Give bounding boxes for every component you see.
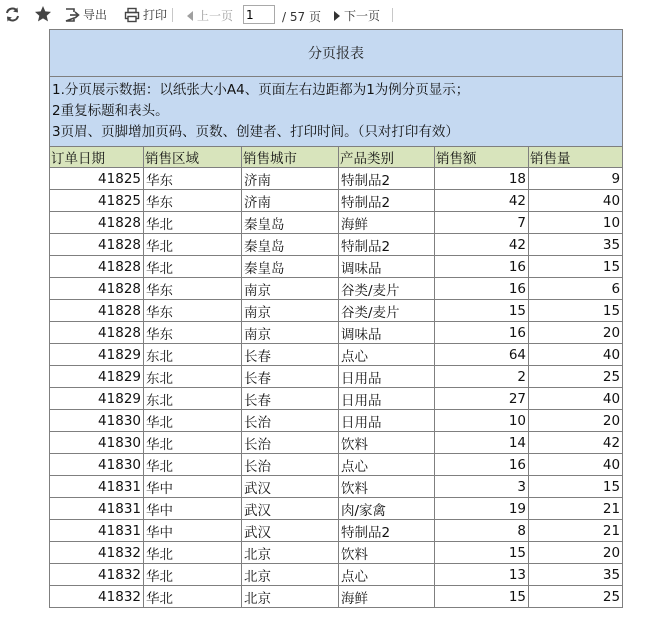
sales-quantity-cell: 35 <box>529 564 623 586</box>
sales-quantity-cell: 42 <box>529 432 623 454</box>
sales-city-cell: 长春 <box>242 366 339 388</box>
order-date-cell: 41828 <box>50 256 144 278</box>
sales-city-cell: 武汉 <box>242 476 339 498</box>
column-header-product-category: 产品类别 <box>339 147 435 168</box>
sales-amount-cell: 13 <box>435 564 529 586</box>
order-date-cell: 41828 <box>50 278 144 300</box>
sales-region-cell: 华北 <box>144 586 242 608</box>
table-row <box>50 388 623 410</box>
product-category-cell: 饮料 <box>339 476 435 498</box>
column-header-sales-city: 销售城市 <box>242 147 339 168</box>
toolbar-divider <box>172 8 173 22</box>
order-date-cell: 41831 <box>50 476 144 498</box>
column-header-sales-region: 销售区域 <box>144 147 242 168</box>
sales-quantity-cell: 35 <box>529 234 623 256</box>
sales-quantity-cell: 20 <box>529 410 623 432</box>
sales-quantity-cell: 20 <box>529 542 623 564</box>
export-button[interactable] <box>64 6 107 23</box>
table-row <box>50 542 623 564</box>
order-date-cell: 41825 <box>50 190 144 212</box>
product-category-cell: 海鲜 <box>339 586 435 608</box>
table-row <box>50 586 623 608</box>
product-category-cell: 调味品 <box>339 256 435 278</box>
sales-quantity-cell: 21 <box>529 520 623 542</box>
order-date-cell: 41832 <box>50 542 144 564</box>
order-date-cell: 41828 <box>50 234 144 256</box>
sales-amount-cell: 3 <box>435 476 529 498</box>
sales-amount-cell: 16 <box>435 454 529 476</box>
sales-quantity-cell: 25 <box>529 586 623 608</box>
sales-city-cell: 武汉 <box>242 498 339 520</box>
sales-quantity-cell: 40 <box>529 454 623 476</box>
sales-amount-cell: 8 <box>435 520 529 542</box>
sales-quantity-cell: 9 <box>529 168 623 190</box>
product-category-cell: 日用品 <box>339 410 435 432</box>
sales-amount-cell: 10 <box>435 410 529 432</box>
column-header-sales-amount: 销售额 <box>435 147 529 168</box>
sales-region-cell: 华东 <box>144 190 242 212</box>
table-row <box>50 234 623 256</box>
sales-amount-cell: 14 <box>435 432 529 454</box>
product-category-cell: 特制品2 <box>339 520 435 542</box>
sales-city-cell: 南京 <box>242 278 339 300</box>
table-row <box>50 498 623 520</box>
sales-quantity-cell: 6 <box>529 278 623 300</box>
sales-quantity-cell: 15 <box>529 476 623 498</box>
sales-city-cell: 北京 <box>242 542 339 564</box>
sales-amount-cell: 15 <box>435 586 529 608</box>
sales-amount-cell: 27 <box>435 388 529 410</box>
sales-amount-cell: 18 <box>435 168 529 190</box>
toolbar-divider-end <box>392 8 393 22</box>
export-label: 导出 <box>83 8 108 22</box>
paged-report-table <box>49 29 623 608</box>
prev-page-label: 上一页 <box>197 9 234 23</box>
sales-city-cell: 长春 <box>242 388 339 410</box>
order-date-cell: 41830 <box>50 410 144 432</box>
table-row <box>50 278 623 300</box>
description-line: 3页眉、页脚增加页码、页数、创建者、打印时间。（只对打印有效） <box>52 124 459 140</box>
sales-city-cell: 长治 <box>242 432 339 454</box>
sales-amount-cell: 42 <box>435 190 529 212</box>
sales-amount-cell: 42 <box>435 234 529 256</box>
order-date-cell: 41828 <box>50 322 144 344</box>
table-row <box>50 454 623 476</box>
sales-amount-cell: 19 <box>435 498 529 520</box>
table-row <box>50 344 623 366</box>
next-page-button[interactable] <box>333 7 380 24</box>
order-date-cell: 41825 <box>50 168 144 190</box>
sales-quantity-cell: 40 <box>529 344 623 366</box>
sales-region-cell: 东北 <box>144 366 242 388</box>
column-header-order-date: 订单日期 <box>50 147 144 168</box>
table-header-row <box>50 147 623 168</box>
sales-region-cell: 华中 <box>144 476 242 498</box>
description-line: 1.分页展示数据：以纸张大小A4、页面左右边距都为1为例分页显示； <box>52 82 470 98</box>
sales-region-cell: 华北 <box>144 256 242 278</box>
order-date-cell: 41829 <box>50 366 144 388</box>
sales-amount-cell: 16 <box>435 256 529 278</box>
print-button[interactable] <box>124 6 167 23</box>
product-category-cell: 饮料 <box>339 432 435 454</box>
sales-amount-cell: 7 <box>435 212 529 234</box>
sales-region-cell: 华北 <box>144 234 242 256</box>
product-category-cell: 肉/家禽 <box>339 498 435 520</box>
sales-region-cell: 华北 <box>144 432 242 454</box>
sales-quantity-cell: 20 <box>529 322 623 344</box>
table-row <box>50 366 623 388</box>
sales-region-cell: 华北 <box>144 454 242 476</box>
product-category-cell: 点心 <box>339 344 435 366</box>
sales-city-cell: 长治 <box>242 454 339 476</box>
printer-icon <box>124 7 140 23</box>
sales-region-cell: 华北 <box>144 212 242 234</box>
order-date-cell: 41832 <box>50 586 144 608</box>
caret-right-icon <box>333 10 341 22</box>
table-row <box>50 432 623 454</box>
sales-city-cell: 长治 <box>242 410 339 432</box>
order-date-cell: 41828 <box>50 300 144 322</box>
sales-region-cell: 华中 <box>144 520 242 542</box>
export-icon <box>64 7 80 23</box>
sales-region-cell: 华北 <box>144 410 242 432</box>
product-category-cell: 饮料 <box>339 542 435 564</box>
sales-region-cell: 东北 <box>144 388 242 410</box>
favorite-star-icon[interactable] <box>34 5 52 23</box>
sales-amount-cell: 15 <box>435 300 529 322</box>
table-row <box>50 520 623 542</box>
sales-region-cell: 华东 <box>144 168 242 190</box>
sales-quantity-cell: 15 <box>529 300 623 322</box>
order-date-cell: 41830 <box>50 454 144 476</box>
product-category-cell: 谷类/麦片 <box>339 300 435 322</box>
table-row <box>50 564 623 586</box>
sales-amount-cell: 64 <box>435 344 529 366</box>
report-description <box>50 77 623 147</box>
table-row <box>50 410 623 432</box>
table-row <box>50 476 623 498</box>
sales-region-cell: 华东 <box>144 300 242 322</box>
report-title: 分页报表 <box>50 30 623 77</box>
sales-region-cell: 东北 <box>144 344 242 366</box>
product-category-cell: 调味品 <box>339 322 435 344</box>
page-number-input[interactable] <box>243 5 275 24</box>
order-date-cell: 41828 <box>50 212 144 234</box>
table-row <box>50 322 623 344</box>
sales-city-cell: 秦皇岛 <box>242 212 339 234</box>
refresh-icon[interactable] <box>4 6 21 23</box>
product-category-cell: 谷类/麦片 <box>339 278 435 300</box>
sales-amount-cell: 15 <box>435 542 529 564</box>
sales-region-cell: 华中 <box>144 498 242 520</box>
sales-city-cell: 南京 <box>242 322 339 344</box>
order-date-cell: 41832 <box>50 564 144 586</box>
product-category-cell: 点心 <box>339 454 435 476</box>
sales-city-cell: 南京 <box>242 300 339 322</box>
table-row <box>50 256 623 278</box>
product-category-cell: 特制品2 <box>339 168 435 190</box>
sales-amount-cell: 16 <box>435 278 529 300</box>
next-page-label: 下一页 <box>344 9 381 23</box>
product-category-cell: 日用品 <box>339 366 435 388</box>
product-category-cell: 特制品2 <box>339 234 435 256</box>
total-pages-text: / 57 页 <box>282 10 321 24</box>
table-row <box>50 168 623 190</box>
table-row <box>50 190 623 212</box>
sales-quantity-cell: 10 <box>529 212 623 234</box>
sales-quantity-cell: 15 <box>529 256 623 278</box>
table-row <box>50 300 623 322</box>
print-label: 打印 <box>143 8 168 22</box>
sales-city-cell: 武汉 <box>242 520 339 542</box>
product-category-cell: 海鲜 <box>339 212 435 234</box>
order-date-cell: 41829 <box>50 344 144 366</box>
sales-region-cell: 华东 <box>144 322 242 344</box>
sales-amount-cell: 16 <box>435 322 529 344</box>
table-row <box>50 212 623 234</box>
sales-city-cell: 长春 <box>242 344 339 366</box>
caret-left-icon <box>186 10 194 22</box>
sales-quantity-cell: 25 <box>529 366 623 388</box>
sales-city-cell: 济南 <box>242 168 339 190</box>
sales-quantity-cell: 40 <box>529 388 623 410</box>
product-category-cell: 日用品 <box>339 388 435 410</box>
sales-quantity-cell: 40 <box>529 190 623 212</box>
column-header-sales-quantity: 销售量 <box>529 147 623 168</box>
sales-city-cell: 秦皇岛 <box>242 234 339 256</box>
product-category-cell: 点心 <box>339 564 435 586</box>
sales-city-cell: 秦皇岛 <box>242 256 339 278</box>
report-toolbar <box>0 0 646 30</box>
product-category-cell: 特制品2 <box>339 190 435 212</box>
order-date-cell: 41831 <box>50 520 144 542</box>
sales-city-cell: 北京 <box>242 586 339 608</box>
sales-region-cell: 华东 <box>144 278 242 300</box>
order-date-cell: 41831 <box>50 498 144 520</box>
description-line: 2重复标题和表头。 <box>52 103 169 119</box>
prev-page-button[interactable] <box>186 7 233 24</box>
sales-region-cell: 华北 <box>144 564 242 586</box>
sales-amount-cell: 2 <box>435 366 529 388</box>
sales-city-cell: 北京 <box>242 564 339 586</box>
sales-region-cell: 华北 <box>144 542 242 564</box>
order-date-cell: 41830 <box>50 432 144 454</box>
sales-quantity-cell: 21 <box>529 498 623 520</box>
table-body <box>50 168 623 608</box>
order-date-cell: 41829 <box>50 388 144 410</box>
sales-city-cell: 济南 <box>242 190 339 212</box>
